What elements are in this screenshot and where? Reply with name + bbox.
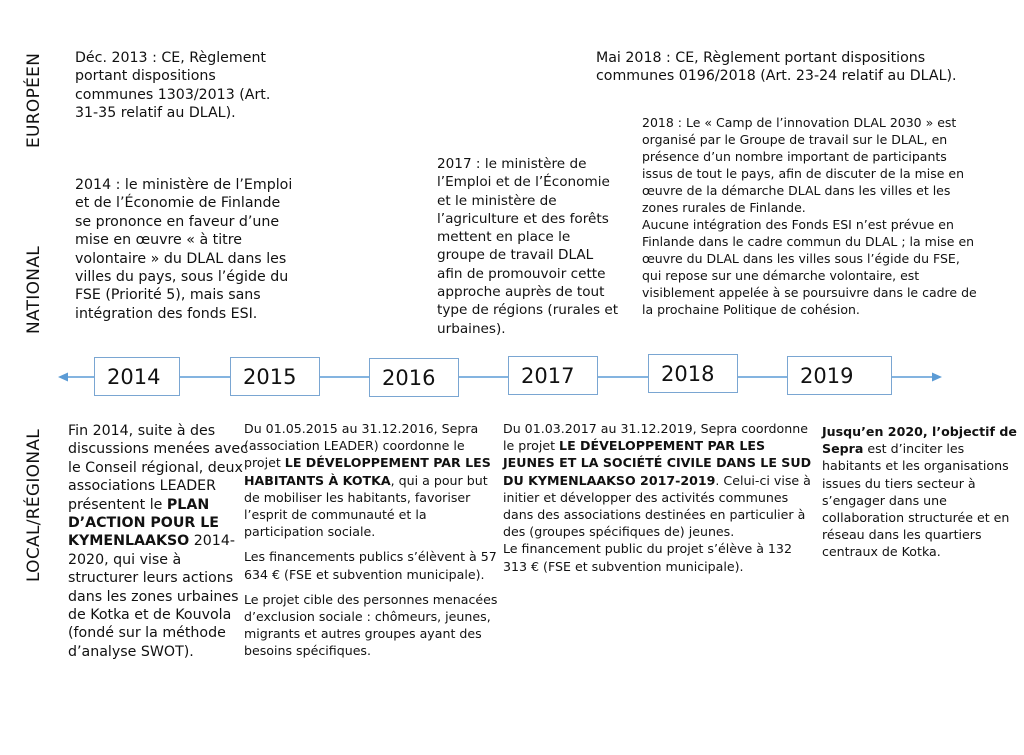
event-local-2015 (244, 420, 504, 660)
year-box-2014 (94, 357, 180, 396)
event-funding: Le financement public du projet s’élève à 132 313 € (FSE et subvention municipale). (503, 541, 792, 574)
year-label: 2018 (661, 361, 715, 386)
year-box-2017 (508, 356, 598, 395)
event-text: Mai 2018 : CE, Règlement portant dispositions communes 0196/2018 (Art. 23-24 relatif au DLAL). (596, 50, 957, 85)
arrow-right-icon (932, 373, 942, 382)
year-label: 2019 (800, 363, 854, 388)
event-funding: Les financements publics s’élèvent à 57 634 € (FSE et subvention municipale). (244, 549, 497, 582)
year-label: 2017 (521, 363, 575, 388)
band-label-european: EUROPÉEN (24, 52, 44, 148)
event-text: 2017 : le ministère de l’Emploi et de l’Économie et le ministère de l’agriculture et des forêts mettent en place le groupe de travail DLAL afin de promouvoir cette approche auprès de tout type de régions (rurales et urbaines). (437, 156, 619, 337)
event-text: est d’inciter les habitants et les organisations issues du tiers secteur à s’engager dans une collaboration structurée et en réseau dans les quartiers centraux de Kotka. (822, 441, 1010, 560)
event-text: Du 01.03.2017 au 31.12.2019, Sepra coordonne le projet (503, 421, 808, 454)
event-text: Du 01.05.2015 au 31.12.2016, Sepra (association LEADER) coordonne le projet (244, 421, 479, 471)
event-local-2017 (503, 420, 813, 575)
year-box-2019 (787, 356, 892, 395)
event-text: 2014-2020, qui vise à structurer leurs actions dans les zones urbaines de Kotka et de Kouvola (fondé sur la méthode d’analyse SWOT). (68, 533, 239, 660)
event-european-2013 (75, 49, 275, 123)
arrow-left-icon (58, 373, 68, 382)
event-text: Aucune intégration des Fonds ESI n’est prévue en Finlande dans le cadre commun du DLAL ; la mise en œuvre du DLAL dans les villes sous l’égide du FSE, qui repose sur une démarche volontaire, est visiblement appelée à se poursuivre dans le cadre de la prochaine Politique de cohésion. (642, 217, 977, 317)
event-national-2014 (75, 176, 293, 323)
event-text: , qui a pour but de mobiliser les habitants, favoriser l’esprit de communauté et la participation sociale. (244, 472, 488, 540)
event-text: 2014 : le ministère de l’Emploi et de l’Économie de Finlande se prononce en faveur d’une mise en œuvre « à titre volontaire » du DLAL dans les villes du pays, sous l’égide du FSE (Priorité 5), mais sans intégration des fonds ESI. (75, 177, 293, 322)
event-text: 2018 : Le « Camp de l’innovation DLAL 2030 » est organisé par le Groupe de travail sur le DLAL, en présence d’un nombre important de participants issus de tout le pays, afin de discuter de la mise en œuvre de la démarche DLAL dans les villes et les zones rurales de Finlande. (642, 115, 965, 215)
event-highlight: LE DÉVELOPPEMENT PAR LES HABITANTS À KOTKA (244, 455, 491, 488)
band-label-national: NATIONAL (24, 245, 44, 334)
event-local-2014 (68, 422, 248, 661)
event-text: Fin 2014, suite à des discussions menées avec le Conseil régional, deux associations LEADER présentent le (68, 423, 248, 513)
year-label: 2016 (382, 365, 436, 390)
event-text: Déc. 2013 : CE, Règlement portant dispositions communes 1303/2013 (Art. 31-35 relatif au DLAL). (75, 50, 271, 122)
event-highlight: PLAN D’ACTION POUR LE KYMENLAAKSO (68, 496, 219, 550)
year-box-2016 (369, 358, 459, 397)
year-label: 2014 (107, 364, 161, 389)
event-european-2018 (596, 49, 971, 86)
band-label-local: LOCAL/RÉGIONAL (24, 428, 44, 582)
event-text: . Celui-ci vise à initier et développer des activités communes dans des associations destinées en particulier à des (groupes spécifiques de) jeunes. (503, 472, 811, 540)
year-box-2015 (230, 357, 320, 396)
event-local-2020 (822, 423, 1018, 561)
event-highlight: LE DÉVELOPPEMENT PAR LES JEUNES ET LA SOCIÉTÉ CIVILE DANS LE SUD DU KYMENLAAKSO 2017-2019 (503, 438, 812, 488)
event-target: Le projet cible des personnes menacées d’exclusion sociale : chômeurs, jeunes, migrants et autres groupes ayant des besoins spécifiques. (244, 591, 498, 659)
year-box-2018 (648, 354, 738, 393)
year-label: 2015 (243, 364, 297, 389)
event-highlight: Jusqu’en 2020, l’objectif de Sepra (822, 424, 1017, 457)
event-national-2017 (437, 155, 622, 338)
event-national-2018 (642, 114, 977, 318)
